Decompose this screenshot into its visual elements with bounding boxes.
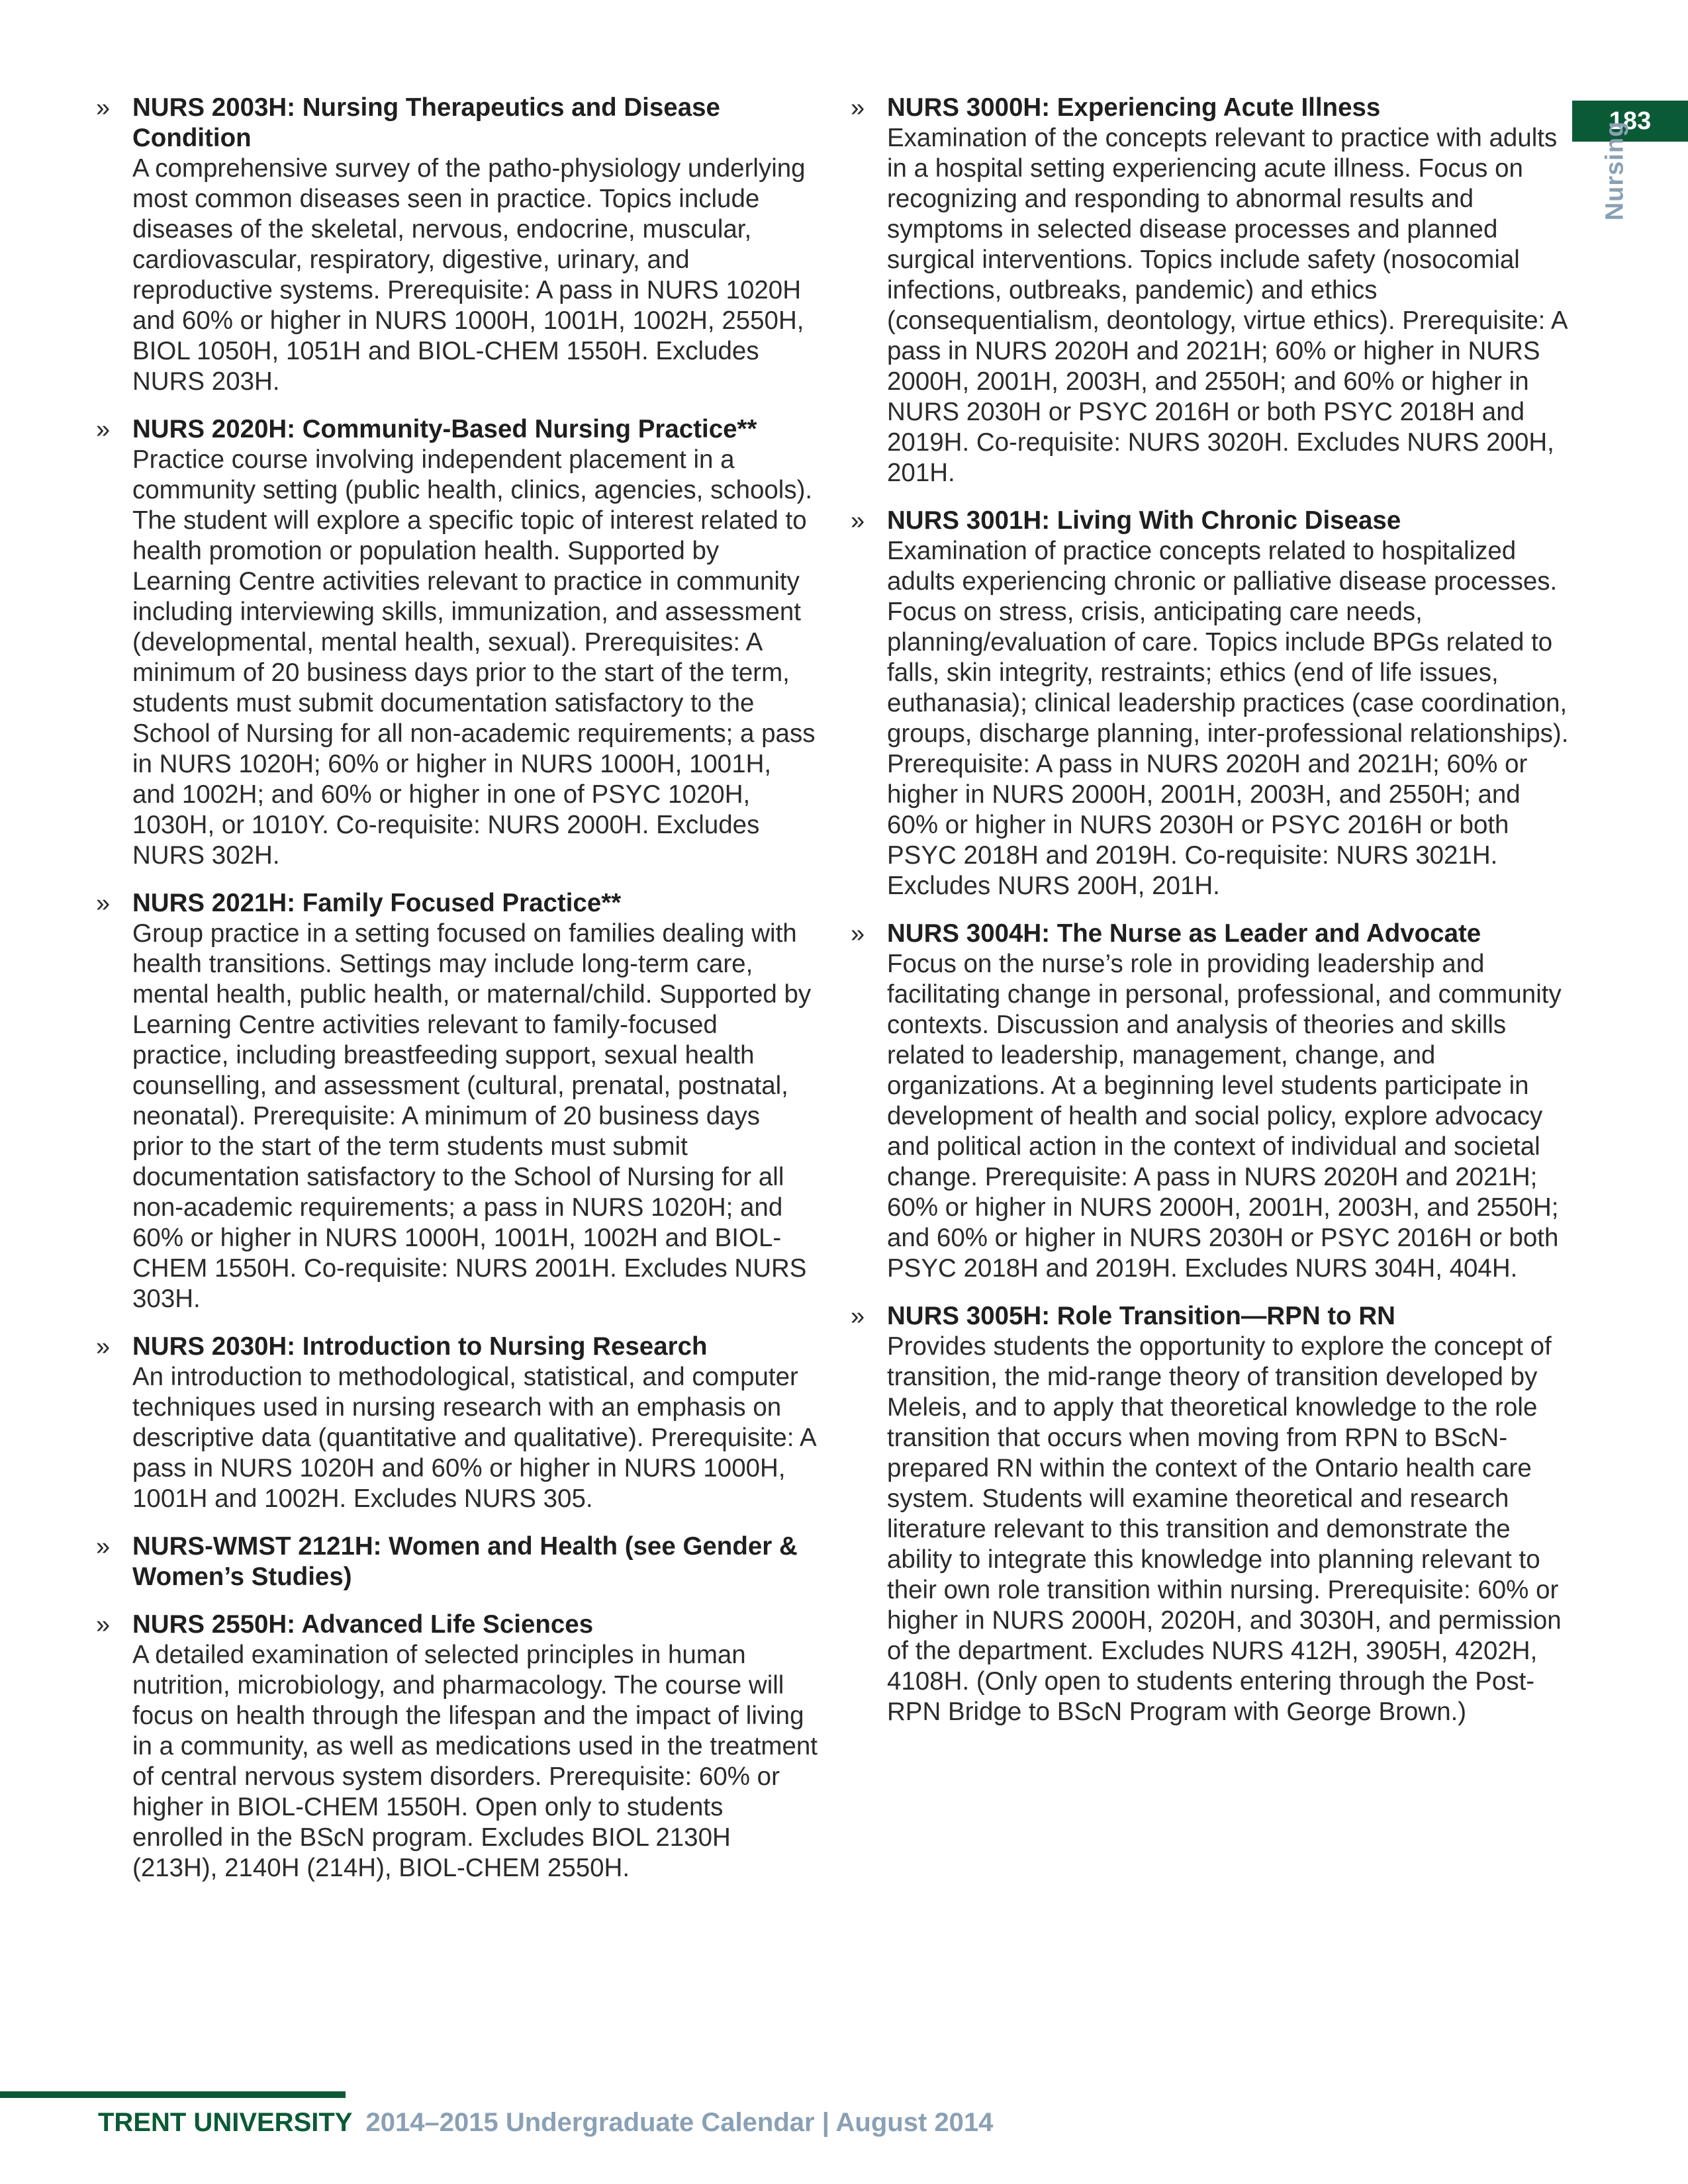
course-entry (851, 919, 1572, 1284)
page-footer (98, 2108, 993, 2138)
course-title: NURS 3000H: Experiencing Acute Illness (887, 93, 1381, 122)
page-number-tab (1572, 101, 1688, 142)
course-description: A comprehensive survey of the patho-physiology underlying most common diseases seen in practice. Topics include diseases of the skeletal, nervous, endocrine, muscular, cardiovascular, respiratory, digestive, urinary, and reproductive systems. Prerequisite: A pass in NURS 1020H and 60% or higher in NURS 1000H, 1001H, 1002H, 2550H, BIOL 1050H, 1051H and BIOL-CHEM 1550H. Excludes NURS 203H. (132, 154, 806, 396)
course-title: NURS 3004H: The Nurse as Leader and Advocate (887, 919, 1481, 948)
course-description: A detailed examination of selected principles in human nutrition, microbiology, and pharmacology. The course will focus on health through the lifespan and the impact of living in a community, as well as medications used in the treatment of central nervous system disorders. Prerequisite: 60% or higher in BIOL-CHEM 1550H. Open only to students enrolled in the BScN program. Excludes BIOL 2130H (213H), 2140H (214H), BIOL-CHEM 2550H. (132, 1641, 818, 1882)
bullet-glyph: » (851, 920, 865, 948)
course-title: NURS 3001H: Living With Chronic Disease (887, 506, 1401, 535)
footer-rule (0, 2091, 346, 2098)
course-description: Examination of practice concepts related to hospitalized adults experiencing chronic or palliative disease processes. Focus on stress, crisis, anticipating care needs, planning/evaluation of care. Topics include BPGs related to falls, skin integrity, restraints; ethics (end of life issues, euthanasia); clinical leadership practices (case coordination, groups, discharge planning, inter-professional relationships). Prerequisite: A pass in NURS 2020H and 2021H; 60% or higher in NURS 2000H, 2001H, 2003H, and 2550H; and 60% or higher in NURS 2030H or PSYC 2016H or both PSYC 2018H and 2019H. Co-requisite: NURS 3021H. Excludes NURS 200H, 201H. (887, 537, 1569, 900)
left-column (96, 93, 818, 1901)
course-title: NURS 2021H: Family Focused Practice** (132, 889, 622, 917)
footer-calendar: 2014–2015 Undergraduate Calendar | August 2014 (365, 2108, 994, 2137)
section-label: Nursing (1601, 120, 1629, 221)
bullet-glyph: » (96, 1333, 111, 1361)
course-entry (96, 414, 818, 871)
course-title: NURS 2030H: Introduction to Nursing Research (132, 1332, 708, 1361)
course-entry (96, 93, 818, 397)
course-entry (851, 93, 1572, 488)
course-title: NURS 3005H: Role Transition—RPN to RN (887, 1302, 1395, 1330)
course-entry (96, 888, 818, 1314)
right-column (851, 93, 1572, 1745)
bullet-glyph: » (96, 889, 111, 917)
course-description: Provides students the opportunity to explore the concept of transition, the mid-range theory of transition developed by Meleis, and to apply that theoretical knowledge to the role transition that occurs when moving from RPN to BScN-prepared RN within the context of the Ontario health care system. Students will examine theoretical and research literature relevant to this transition and demonstrate the ability to integrate this knowledge into planning relevant to their own role transition within nursing. Prerequisite: 60% or higher in NURS 2000H, 2020H, and 3030H, and permission of the department. Excludes NURS 412H, 3905H, 4202H, 4108H. (Only open to students entering through the Post-RPN Bridge to BScN Program with George Brown.) (887, 1332, 1562, 1726)
course-title: NURS 2020H: Community-Based Nursing Practice** (132, 415, 757, 443)
bullet-glyph: » (96, 1533, 111, 1561)
page-number: 183 (1609, 107, 1652, 135)
course-description: Examination of the concepts relevant to practice with adults in a hospital setting experiencing acute illness. Focus on recognizing and responding to abnormal results and symptoms in selected disease processes and planned surgical interventions. Topics include safety (nosocomial infections, outbreaks, pandemic) and ethics (consequentialism, deontology, virtue ethics). Prerequisite: A pass in NURS 2020H and 2021H; 60% or higher in NURS 2000H, 2001H, 2003H, and 2550H; and 60% or higher in NURS 2030H or PSYC 2016H or both PSYC 2018H and 2019H. Co-requisite: NURS 3020H. Excludes NURS 200H, 201H. (887, 124, 1567, 487)
course-entry (851, 506, 1572, 901)
course-description: An introduction to methodological, statistical, and computer techniques used in nursing research with an emphasis on descriptive data (quantitative and qualitative). Prerequisite: A pass in NURS 1020H and 60% or higher in NURS 1000H, 1001H and 1002H. Excludes NURS 305. (132, 1363, 816, 1513)
course-entry (851, 1301, 1572, 1727)
course-title: NURS 2550H: Advanced Life Sciences (132, 1610, 594, 1639)
bullet-glyph: » (96, 94, 111, 122)
course-description: Group practice in a setting focused on families dealing with health transitions. Settings may include long-term care, mental health, public health, or maternal/child. Supported by Learning Centre activities relevant to family-focused practice, including breastfeeding support, sexual health counselling, and assessment (cultural, prenatal, postnatal, neonatal). Prerequisite: A minimum of 20 business days prior to the start of the term students must submit documentation satisfactory to the School of Nursing for all non-academic requirements; a pass in NURS 1020H; and 60% or higher in NURS 1000H, 1001H, 1002H and BIOL-CHEM 1550H. Co-requisite: NURS 2001H. Excludes NURS 303H. (132, 919, 812, 1313)
footer-university: TRENT UNIVERSITY (98, 2108, 353, 2137)
course-title: NURS-WMST 2121H: Women and Health (see Gender & Women’s Studies) (132, 1532, 798, 1591)
bullet-glyph: » (851, 94, 865, 122)
bullet-glyph: » (96, 1611, 111, 1639)
course-title: NURS 2003H: Nursing Therapeutics and Disease Condition (132, 93, 720, 152)
course-entry (96, 1531, 818, 1592)
bullet-glyph: » (96, 416, 111, 443)
course-description: Practice course involving independent placement in a community setting (public health, clinics, agencies, schools). The student will explore a specific topic of interest related to health promotion or population health. Supported by Learning Centre activities relevant to practice in community including interviewing skills, immunization, and assessment (developmental, mental health, sexual). Prerequisites: A minimum of 20 business days prior to the start of the term, students must submit documentation satisfactory to the School of Nursing for all non-academic requirements; a pass in NURS 1020H; 60% or higher in NURS 1000H, 1001H, and 1002H; and 60% or higher in one of PSYC 1020H, 1030H, or 1010Y. Co-requisite: NURS 2000H. Excludes NURS 302H. (132, 445, 816, 870)
bullet-glyph: » (851, 1302, 865, 1330)
course-entry (96, 1610, 818, 1884)
course-entry (96, 1332, 818, 1514)
bullet-glyph: » (851, 507, 865, 535)
course-description: Focus on the nurse’s role in providing leadership and facilitating change in personal, professional, and community contexts. Discussion and analysis of theories and skills related to leadership, management, change, and organizations. At a beginning level students participate in development of health and social policy, explore advocacy and political action in the context of individual and societal change. Prerequisite: A pass in NURS 2020H and 2021H; 60% or higher in NURS 2000H, 2001H, 2003H, and 2550H; and 60% or higher in NURS 2030H or PSYC 2016H or both PSYC 2018H and 2019H. Excludes NURS 304H, 404H. (887, 950, 1562, 1283)
